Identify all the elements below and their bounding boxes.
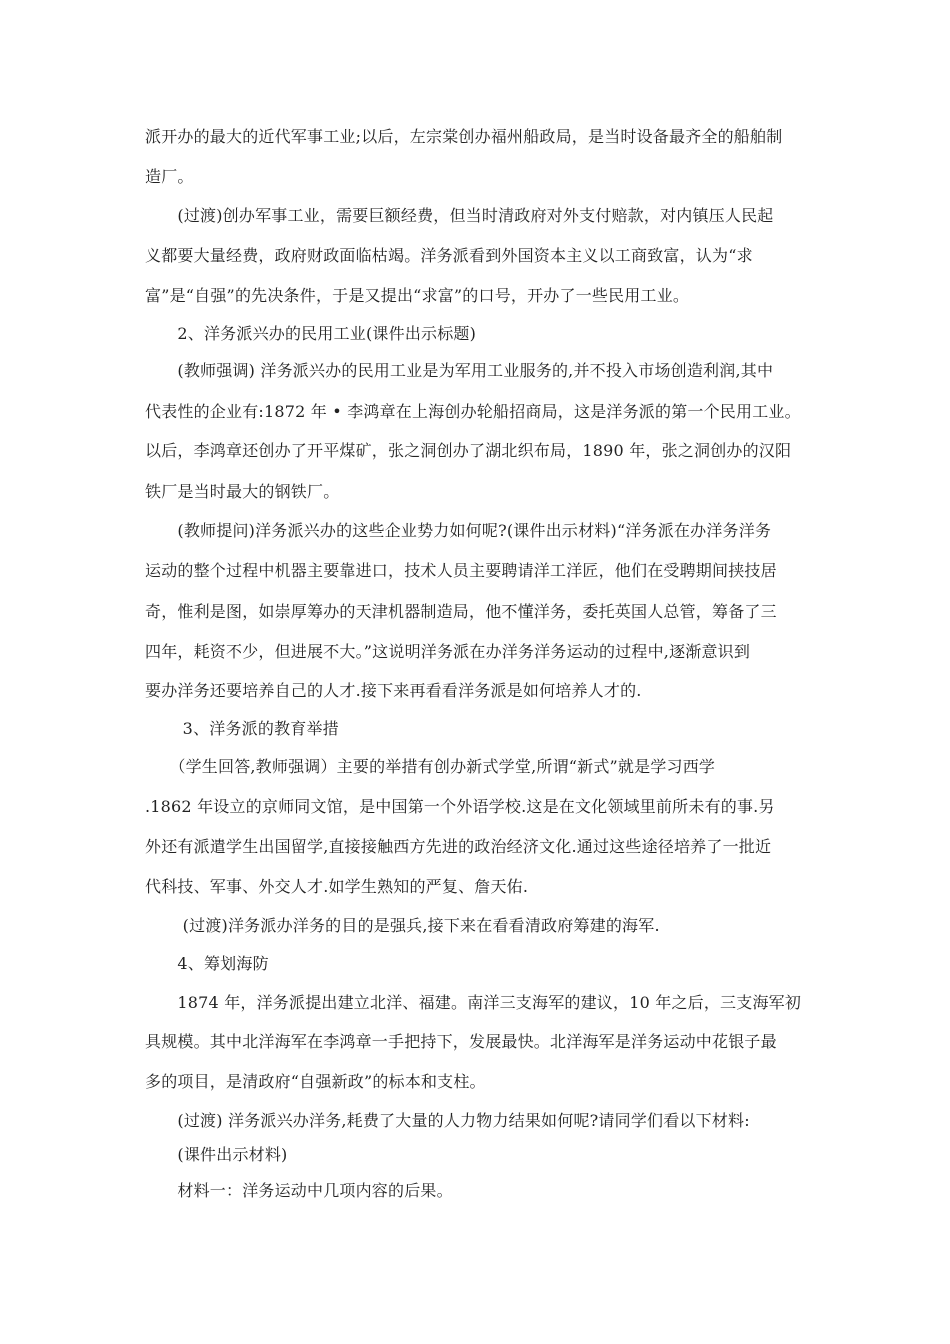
section-heading-civil-industry: 2、洋务派兴办的民用工业(课件出示标题) (145, 324, 477, 343)
text-line: 具规模。其中北洋海军在李鸿章一手把持下，发展最快。北洋海军是洋务运动中花银子最 (145, 1032, 777, 1051)
text-line: （学生回答,教师强调）主要的举措有创办新式学堂,所谓“新式”就是学习西学 (145, 757, 716, 776)
text-line: (教师提问)洋务派兴办的这些企业势力如何呢?(课件出示材料)“洋务派在办洋务洋务 (145, 521, 772, 540)
text-line: (过渡)洋务派办洋务的目的是强兵,接下来在看看清政府筹建的海军. (145, 916, 660, 935)
text-line: 代科技、军事、外交人才.如学生熟知的严复、詹天佑. (145, 877, 529, 896)
text-line: (过渡)创办军事工业，需要巨额经费，但当时清政府对外支付赔款，对内镇压人民起 (145, 206, 774, 225)
text-line: 要办洋务还要培养自己的人才.接下来再看看洋务派是如何培养人才的. (145, 681, 642, 700)
text-line: (过渡) 洋务派兴办洋务,耗费了大量的人力物力结果如何呢?请同学们看以下材料: (145, 1111, 750, 1130)
text-line: (课件出示材料) (145, 1145, 288, 1164)
text-line: 以后，李鸿章还创办了开平煤矿，张之洞创办了湖北织布局，1890 年，张之洞创办的汉阳 (145, 441, 792, 460)
text-line: .1862 年设立的京师同文馆，是中国第一个外语学校.这是在文化领域里前所未有的事.另 (145, 797, 775, 816)
section-heading-education: 3、洋务派的教育举措 (145, 719, 339, 738)
text-line: 多的项目，是清政府“自强新政”的标本和支柱。 (145, 1072, 486, 1091)
text-line: 外还有派遣学生出国留学,直接接触西方先进的政治经济文化.通过这些途径培养了一批近 (145, 837, 772, 856)
text-line: 1874 年，洋务派提出建立北洋、福建。南洋三支海军的建议，10 年之后，三支海军初 (145, 993, 802, 1012)
text-line: (教师强调) 洋务派兴办的民用工业是为军用工业服务的,并不投入市场创造利润,其中 (145, 361, 774, 380)
text-line: 义都要大量经费，政府财政面临枯竭。洋务派看到外国资本主义以工商致富，认为“求 (145, 246, 753, 265)
section-heading-coastal-defense: 4、筹划海防 (145, 954, 269, 973)
text-line: 铁厂是当时最大的钢铁厂。 (145, 482, 340, 501)
text-line: 派开办的最大的近代军事工业;以后，左宗棠创办福州船政局，是当时设备最齐全的船舶制 (145, 127, 783, 146)
text-line: 奇，惟利是图，如崇厚筹办的天津机器制造局，他不懂洋务，委托英国人总管，筹备了三 (145, 602, 777, 621)
text-line: 造厂。 (145, 167, 194, 186)
text-line: 代表性的企业有:1872 年 • 李鸿章在上海创办轮船招商局，这是洋务派的第一个民用工业。 (145, 402, 801, 421)
text-line: 材料一：洋务运动中几项内容的后果。 (145, 1181, 453, 1200)
text-line: 运动的整个过程中机器主要靠进口，技术人员主要聘请洋工洋匠，他们在受聘期间挟技居 (145, 561, 777, 580)
text-line: 富”是“自强”的先决条件，于是又提出“求富”的口号，开办了一些民用工业。 (145, 286, 690, 305)
text-line: 四年，耗资不少，但进展不大。”这说明洋务派在办洋务洋务运动的过程中,逐渐意识到 (145, 642, 751, 661)
